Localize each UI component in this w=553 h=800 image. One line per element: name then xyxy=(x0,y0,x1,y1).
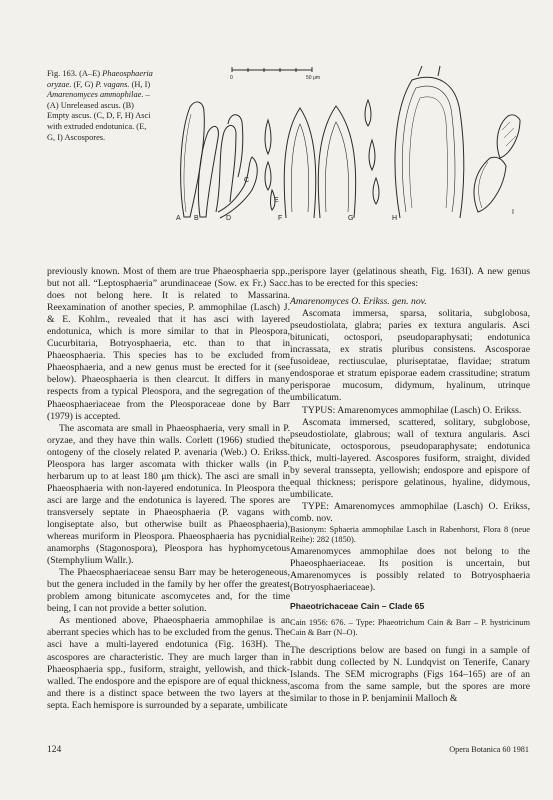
svg-text:50 μm: 50 μm xyxy=(306,75,320,81)
ascus-illustration xyxy=(160,62,530,227)
left-column xyxy=(47,266,290,712)
ascus-d xyxy=(218,157,257,218)
scale-bar xyxy=(230,67,320,81)
right-column xyxy=(290,266,530,705)
svg-text:A: A xyxy=(176,215,181,222)
paragraph: The ascomata are small in Phaeosphaeria, very small in P. oryzae, and they have thin walls. Corlett (1966) studied the ontogeny of the closely related P. avenaria (Web.) O. Erikss. Pleospora has larger ascomata with thicker walls (in P. herbarum up to at least 180 μm thick). The asci are small in Phaeosphaeria with non-layered endotunica. In Pleospora the asci are large and the endotunica is layered. The spores are transversely septate in Phaeosphaeria (P. vagans with longiseptate also, but otherwise built as Phaeosphaeria), whereas muriform in Pleospora. Phaeosphaeria has pycnidial anamorphs (Stagonospora), Pleospora has hyphomycetous (Stemphylium Wallr.). xyxy=(47,422,290,567)
svg-text:E: E xyxy=(274,197,279,204)
section-heading: Phaeotrichaceae Cain – Clade 65 xyxy=(290,600,425,611)
paragraph: The Phaeosphaeriaceae sensu Barr may be heterogeneous, but the genera included in the family by her offer the greatest problem among bitunicate ascomycetes and, for the time being, I can not provide a better solution. xyxy=(47,567,290,615)
ascus-b xyxy=(198,126,218,217)
ascus-h xyxy=(395,77,464,218)
paragraph: As mentioned above, Phaeosphaeria ammophilae is an aberrant species which has to be excluded from the genus. The asci have a multi-layered endotunica (Fig. 163H). The ascospores are characteristic. They are much larger than in Phaeosphaeria spp., fusiform, straight, yellowish, and thick-walled. The endospore and the epispore are of equal thickness, and there is a distinct space between the two layers at the septa. Each hemispore is surrounded by a separate, umbilicate xyxy=(47,615,290,711)
paragraph: The descriptions below are based on fungi in a sample of rabbit dung collected by N. Lundqvist on Tenerife, Canary Islands. The SEM micrographs (Figs 164–165) are of an ascoma from the same sample, but the spores are more similar to those in P. benjaminii Malloch & xyxy=(290,644,530,705)
basionym: Basionym: Sphaeria ammophilae Lasch in Rabenhorst, Flora 8 (neue Reihe): 282 (1850). xyxy=(290,524,530,545)
journal-name: Opera Botanica 60 1981 xyxy=(449,745,529,754)
svg-text:G: G xyxy=(348,215,354,222)
description: Ascomata immersed, scattered, solitary, subglobose, pseudostiolate, glabrous; wall of textura angularis. Asci bitunicate, octosporous, pseudoparaphysate; endotunica thick, multi-layered. Ascospores fusiform, straight, divided by several transsepta, yellowish; endospore and epispore of equal thickness; perispore gelatinous, hyaline, didymous, umbilicate. xyxy=(290,416,530,500)
ascospores-g xyxy=(365,100,379,204)
svg-text:C: C xyxy=(244,177,250,184)
paragraph: perispore layer (gelatinous sheath, Fig. 163I). A new genus has to be erected for this species: xyxy=(290,266,530,290)
typus: TYPUS: Amarenomyces ammophilae (Lasch) O. Erikss. xyxy=(302,404,522,416)
svg-text:H: H xyxy=(392,215,398,222)
figure-caption: Fig. 163. (A–E) Phaeosphaeria oryzae. (F, G) P. vagans. (H, I) Amarenomyces ammophilae. – (A) Unreleased ascus. (B) Empty ascus. (C, D, F, H) Asci with extruded endotunica. (E, G, I) Ascospores. xyxy=(47,69,153,142)
svg-text:0: 0 xyxy=(230,75,233,81)
svg-text:B: B xyxy=(194,215,199,222)
ascospore-i xyxy=(474,115,520,212)
family-citation: Cain 1956: 676. – Type: Phaeotrichum Cain & Barr – P. hystricinum Cain & Barr (N–O). xyxy=(290,618,530,638)
svg-text:D: D xyxy=(226,215,232,222)
ascus-c xyxy=(216,125,236,212)
page-number: 124 xyxy=(47,745,62,755)
latin-diagnosis: Ascomata immersa, sparsa, solitaria, subglobosa, pseudostiolata, glabra; paries ex textura angularis. Asci bitunicati, octospori, pseudoparaphysati; endotunica incrassata, ex stratis pluribus consistens. Ascosporae fusoideae, rectiusculae, pluriseptatae, flavidae; stratum endosporae et stratum episporae eadem crassitudine; stratum perisporae mucosum, didymum, hyalinum, utrinque umbilicatum. xyxy=(290,308,530,404)
ascus-g xyxy=(318,106,355,218)
type-line: TYPE: Amarenomyces ammophilae (Lasch) O. Erikss, comb. nov. xyxy=(290,500,530,524)
genus-heading: Amarenomyces O. Erikss. gen. nov. xyxy=(290,296,427,308)
svg-text:I: I xyxy=(512,209,514,216)
paragraph: previously known. Most of them are true Phaeosphaeria spp., but not all. “Leptosphaeria” arundinaceae (Sow. ex Fr.) Sacc. does not belong here. It is related to Massarina. Reexamination of another species, P. ammophilae (Lasch) J. & E. Kohlm., revealed that it has asci with layered endotunica, which is more similar to that in Pleospora, Cucurbitaria, Botryosphaeria, etc. than to that in Phaeosphaeria. This species has to be excluded from Phaeosphaeria, and a new genus must be erected for it (see below). Phaeosphaeria is then clearcut. It differs in many respects from a typical Pleospora, and the segregation of the Phaeosphaeriaceae from the Pleosporaceae done by Barr (1979) is accepted. xyxy=(47,266,290,422)
svg-text:F: F xyxy=(278,215,283,222)
paragraph: Amarenomyces ammophilae does not belong to the Phaeosphaeriaceae. Its position is uncertain, but Amarenomyces is possibly related to Botryosphaeria (Botryosphaeriaceae). xyxy=(290,545,530,593)
